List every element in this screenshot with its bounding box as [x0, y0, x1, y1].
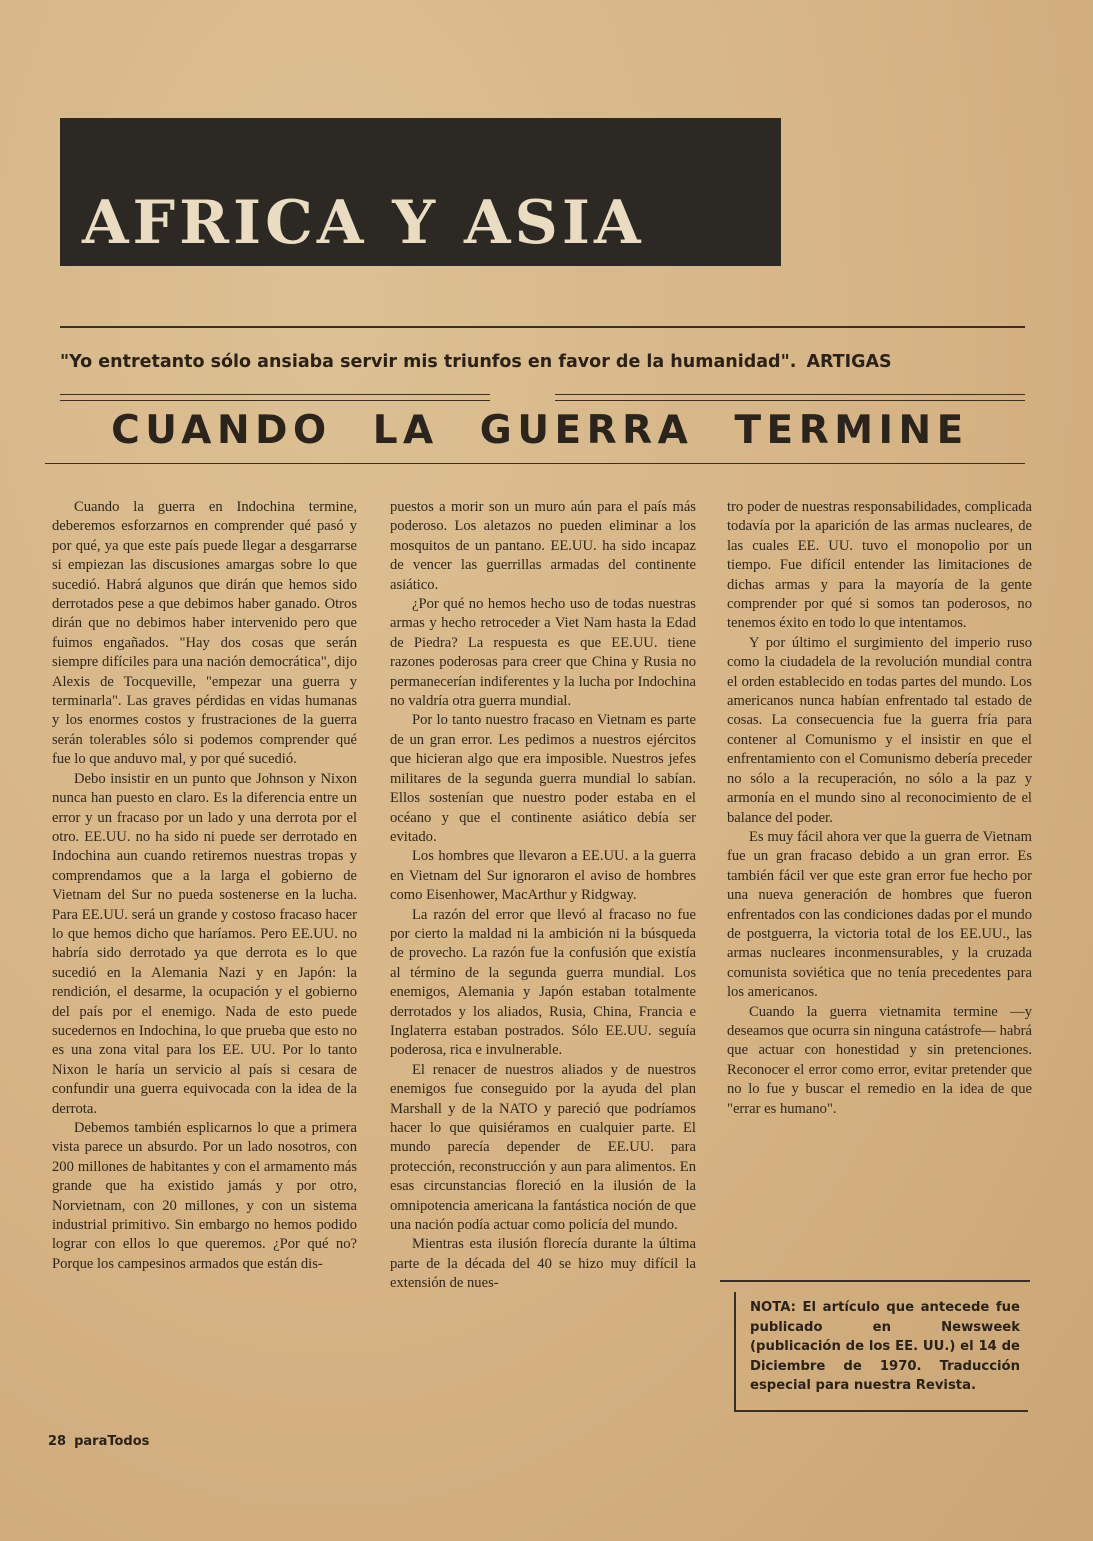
article-paragraph: Debemos también esplicarnos lo que a primera vista parece un absurdo. Por un lado nosotros, con 200 millones de habitantes y con el armamento más grande que ha existido jamás y por otro, Norvietnam, con 20 millones, y con un sistema industrial primitivo. Sin embargo no hemos podido lograr con ellos lo que queremos. ¿Por qué no? Porque los campesinos armados que están dis- [52, 1120, 357, 1272]
article-paragraph: Por lo tanto nuestro fracaso en Vietnam es parte de un gran error. Les pedimos a nuestros ejércitos que hicieran algo que era imposible. Nuestros jefes militares de la segunda guerra mundial lo sabían. Ellos sostenían que nuestro poder estaba en el océano y que el continente asiático debía ser evitado. [390, 712, 696, 845]
page-number: 28 [48, 1434, 67, 1449]
article-paragraph: Los hombres que llevaron a EE.UU. a la guerra en Vietnam del Sur ignoraron el aviso de hombres como Eisenhower, MacArthur y Ridgway. [390, 848, 696, 904]
article-paragraph: La razón del error que llevó al fracaso no fue por cierto la maldad ni la ambición ni la búsqueda de provecho. La razón fue la confusión que existía al término de la segunda guerra mundial. Los enemigos, Alemania y Japón estaban totalmente derrotados y los aliados, Rusia, China, Francia e Inglaterra estaban postrados. Sólo EE.UU. seguía poderosa, rica e invulnerable. [390, 906, 696, 1059]
article-column-3 [727, 498, 1032, 1119]
article-column-2 [390, 498, 696, 1294]
epigraph-quote: "Yo entretanto sólo ansiaba servir mis triunfos en favor de la humanidad". [60, 352, 797, 372]
article-paragraph: Cuando la guerra en Indochina termine, deberemos esforzarnos en comprender qué pasó y por qué, ya que este país puede llegar a desgarrarse si empiezan las discusiones amargas sobre lo que sucedió. Habrá algunos que dirán que hemos sido derrotados pese a que debimos haber ganado. Otros dirán que no debimos haber intervenido pero que fuimos engañados. "Hay dos cosas que serán siempre difíciles para una nación democrática", dijo Alexis de Tocqueville, "empezar una guerra y terminarla". Las graves pérdidas en vidas humanas y los enormes costos y frustraciones de la guerra serán tolerables sólo si podemos comprender qué fue lo que anduvo mal, y por qué sucedió. [52, 499, 357, 768]
article-paragraph: Es muy fácil ahora ver que la guerra de Vietnam fue un gran fracaso debido a un gran error. Es también fácil ver que este gran error fue hecho por una nueva generación de hombres que fueron enfrentados con las condiciones dadas por el mundo de postguerra, la victoria total de los EE.UU., las armas nucleares inconmensurables, y la cruzada comunista soviética que no tenía precedentes para los americanos. [727, 828, 1032, 1001]
epigraph [60, 352, 1030, 372]
article-paragraph: Cuando la guerra vietnamita termine —y deseamos que ocurra sin ninguna catástrofe— habrá que actuar con honestidad y sin pretenciones. Reconocer el error como error, evitar pretender que no lo fue y buscar el remedio en la idea de que "errar es humano". [727, 1003, 1032, 1117]
article-paragraph: El renacer de nuestros aliados y de nuestros enemigos fue conseguido por la ayuda del plan Marshall y de la NATO y pareció que podríamos hacer lo que quisiéramos en cualquier parte. El mundo parecía depender de EE.UU. para protección, reconstrucción y aun para alimentos. En esas circunstancias floreció en la ilusión de la omnipotencia americana la fantástica noción de que una nación podía actuar como policía del mundo. [390, 1061, 696, 1234]
article-headline: CUANDO LA GUERRA TERMINE [111, 408, 969, 453]
note-text: NOTA: El artículo que antecede fue publicado en Newsweek (publicación de los EE. UU.) el 14 de Diciembre de 1970. Traducción especial para nuestra Revista. [750, 1300, 1020, 1393]
divider-headline-bottom [45, 463, 1025, 464]
article-paragraph: Debo insistir en un punto que Johnson y Nixon nunca han puesto en claro. Es la diferencia entre un error y un fracaso por un lado y una derrota por el otro. EE.UU. no ha sido ni puede ser derrotado en Indochina aun cuando retiremos nuestras tropas y comprendamos que a la larga el gobierno de Vietnam del Sur no pueda sostenerse en la lucha. Para EE.UU. será un grande y costoso fracaso hacer lo que hemos dicho que haríamos. Pero EE.UU. no habría sido derrotado ya que derrota es lo que sucedió en la Alemania Nazi y en Japón: la rendición, el desarme, la ocupación y el gobierno del país por el enemigo. Nada de esto puede sucedernos en Indochina, lo que prueba que esto no es una zona vital para los EE. UU. Por lo tanto Nixon le haría un servicio al país si cesara de confundir una guerra equivocada con la idea de la derrota. [52, 770, 357, 1117]
section-banner [60, 118, 781, 266]
note-box [720, 1280, 1030, 1420]
article-paragraph: Mientras esta ilusión florecía durante la última parte de la década del 40 se hizo muy difícil la extensión de nues- [390, 1236, 696, 1292]
article-paragraph: ¿Por qué no hemos hecho uso de todas nuestras armas y hecho retroceder a Viet Nam hasta la Edad de Piedra? La respuesta es que EE.UU. tiene razones poderosas para creer que China y Rusia no permanecerían indiferentes y la lucha por Indochina no valdría otra guerra mundial. [390, 596, 696, 710]
divider-headline-top-left-2 [60, 400, 490, 401]
divider-top [60, 326, 1025, 328]
article-paragraph: puestos a morir son un muro aún para el país más poderoso. Los aletazos no pueden eliminar a los mosquitos de un pantano. EE.UU. ha sido incapaz de vencer las guerrillas armadas del continente asiático. [390, 499, 696, 593]
divider-headline-top-left [60, 394, 490, 395]
section-title: AFRICA Y ASIA [82, 188, 645, 258]
magazine-name: paraTodos [74, 1434, 150, 1449]
epigraph-author: ARTIGAS [806, 352, 892, 372]
divider-headline-top-right-2 [555, 400, 1025, 401]
divider-headline-top-right [555, 394, 1025, 395]
article-column-1 [52, 498, 357, 1274]
article-paragraph: Y por último el surgimiento del imperio ruso como la ciudadela de la revolución mundial contra el orden establecido en todas partes del mundo. Los americanos nunca habían enfrentado tal estado de cosas. La consecuencia fue la guerra fría para contener al Comunismo y el insistir en que el enfrentamiento con el Comunismo debería preceder no sólo a la recuperación, no sólo a la paz y armonía en el mundo sino al reconocimiento de el balance del poder. [727, 634, 1032, 826]
page-footer [48, 1434, 157, 1449]
article-paragraph: tro poder de nuestras responsabilidades, complicada todavía por la aparición de las armas nucleares, de las cuales EE. UU. tuvo el monopolio por un tiempo. Fue difícil entender las limitaciones de dichas armas y para la mayoría de la gente comprender por qué si somos tan poderosos, no tenemos éxito en todo lo que intentamos. [727, 499, 1032, 632]
